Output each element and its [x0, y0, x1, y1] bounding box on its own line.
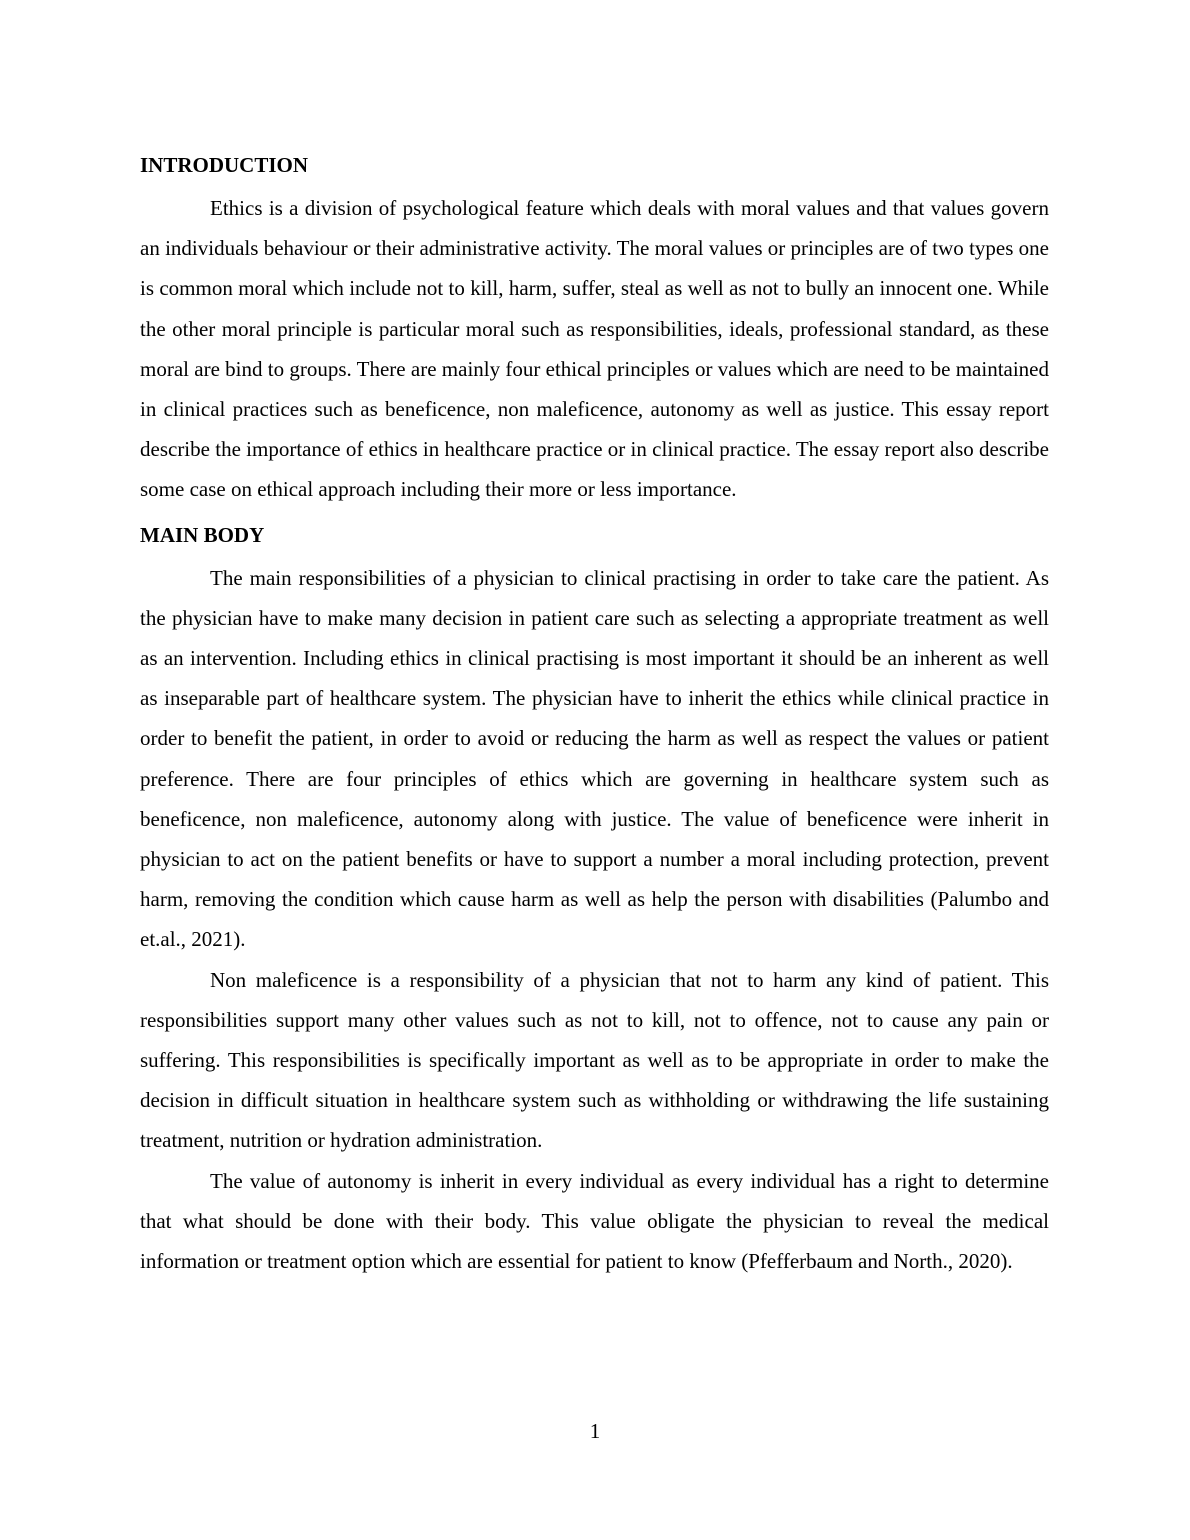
introduction-paragraph: Ethics is a division of psychological feature which deals with moral values and that values govern an individuals behaviour or their administrative activity. The moral values or principles are of two types one is common moral which include not to kill, harm, suffer, steal as well as not to bully an innocent one. While the other moral principle is particular moral such as responsibilities, ideals, professional standard, as these moral are bind to groups. There are mainly four ethical principles or values which are need to be maintained in clinical practices such as beneficence, non maleficence, autonomy as well as justice. This essay report describe the importance of ethics in healthcare practice or in clinical practice. The essay report also describe some case on ethical approach including their more or less importance. — [140, 196, 1049, 502]
heading-main-body: MAIN BODY — [140, 522, 265, 547]
page-content — [140, 150, 1049, 1281]
main-body-paragraph-non-maleficence: Non maleficence is a responsibility of a physician that not to harm any kind of patient. This responsibilities support many other values such as not to kill, not to offence, not to cause any pain or suffering. This responsibilities is specifically important as well as to be appropriate in order to make the decision in difficult situation in healthcare system such as withholding or withdrawing the life sustaining treatment, nutrition or hydration administration. — [140, 967, 1049, 1153]
heading-introduction: INTRODUCTION — [140, 153, 309, 177]
main-body-paragraph-beneficence: The main responsibilities of a physician to clinical practising in order to take care the patient. As the physician have to make many decision in patient care such as selecting a appropriate treatment as well as an intervention. Including ethics in clinical practising is most important it should be an inherent as well as inseparable part of healthcare system. The physician have to inherit the ethics while clinical practice in order to benefit the patient, in order to avoid or reducing the harm as well as respect the values or patient preference. There are four principles of ethics which are governing in healthcare system such as beneficence, non maleficence, autonomy along with justice. The value of beneficence were inherit in physician to act on the patient benefits or have to support a number a moral including protection, prevent harm, removing the condition which cause harm as well as help the person with disabilities (Palumbo and et.al., 2021). — [140, 565, 1049, 952]
main-body-paragraph-autonomy: The value of autonomy is inherit in every individual as every individual has a right to determine that what should be done with their body. This value obligate the physician to reveal the medical information or treatment option which are essential for patient to know (Pfefferbaum and North., 2020). — [140, 1168, 1049, 1274]
page-number: 1 — [589, 1419, 601, 1443]
